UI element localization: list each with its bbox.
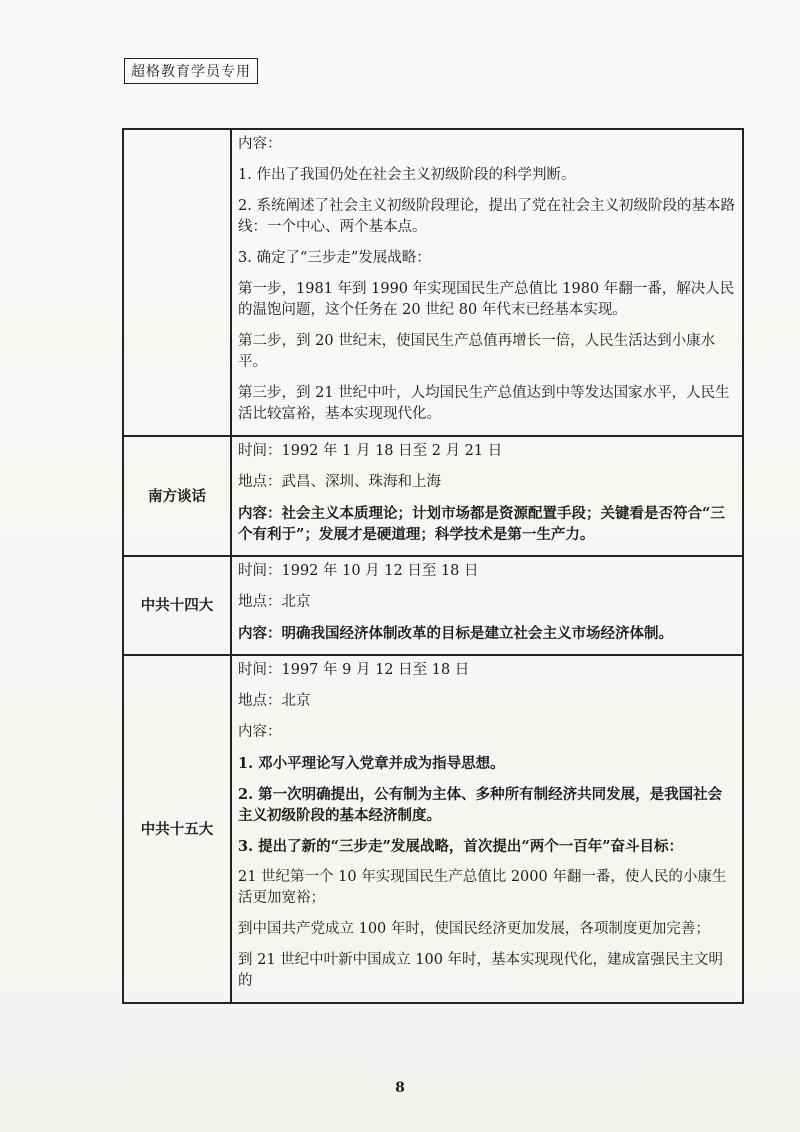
content-line: 到 21 世纪中叶新中国成立 100 年时，基本实现现代化，建成富强民主文明的 — [238, 952, 724, 989]
content-line: 内容：社会主义本质理论；计划市场都是资源配置手段；关键看是否符合“三个有利于”；发展才是硬道理；科学技术是第一生产力。 — [238, 505, 725, 543]
content-line: 时间：1997 年 9 月 12 日至 18 日 — [238, 662, 470, 678]
table-row — [123, 436, 743, 556]
content-line: 第三步，到 21 世纪中叶，人均国民生产总值达到中等发达国家水平，人民生活比较富裕，基本实现现代化。 — [238, 385, 730, 422]
row-content — [231, 655, 743, 1003]
content-line: 内容： — [238, 724, 282, 740]
row-content — [231, 129, 743, 436]
content-line: 3. 提出了新的“三步走”发展战略，首次提出“两个一百年”奋斗目标： — [238, 838, 684, 855]
content-line: 时间：1992 年 1 月 18 日至 2 月 21 日 — [238, 443, 503, 459]
content-line: 1. 作出了我国仍处在社会主义初级阶段的科学判断。 — [238, 167, 576, 183]
content-line: 到中国共产党成立 100 年时，使国民经济更加发展，各项制度更加完善； — [238, 921, 710, 937]
row-content — [231, 556, 743, 655]
content-line: 3. 确定了“三步走”发展战略： — [238, 250, 431, 266]
content-line: 第一步，1981 年到 1990 年实现国民生产总值比 1980 年翻一番，解决人民的温饱问题，这个任务在 20 世纪 80 年代末已经基本实现。 — [238, 281, 735, 318]
content-line: 第二步，到 20 世纪末，使国民生产总值再增长一倍，人民生活达到小康水平。 — [238, 333, 716, 370]
content-table — [122, 128, 744, 1004]
content-line: 地点：北京 — [238, 693, 311, 709]
content-line: 内容：明确我国经济体制改革的目标是建立社会主义市场经济体制。 — [238, 625, 673, 642]
content-line: 地点：北京 — [238, 594, 311, 610]
page-number: 8 — [395, 1080, 405, 1096]
row-label: 南方谈话 — [123, 436, 231, 556]
content-line: 内容： — [238, 136, 282, 152]
content-line: 21 世纪第一个 10 年实现国民生产总值比 2000 年翻一番，使人民的小康生活更加宽裕； — [238, 869, 727, 906]
content-line: 1. 邓小平理论写入党章并成为指导思想。 — [238, 755, 505, 772]
row-content — [231, 436, 743, 556]
row-label: 中共十五大 — [123, 655, 231, 1003]
table-row — [123, 129, 743, 436]
table-row — [123, 556, 743, 655]
row-label: 中共十四大 — [123, 556, 231, 655]
content-line: 地点：武昌、深圳、珠海和上海 — [238, 474, 441, 490]
table-row — [123, 655, 743, 1003]
content-line: 2. 系统阐述了社会主义初级阶段理论，提出了党在社会主义初级阶段的基本路线：一个中心、两个基本点。 — [238, 198, 735, 235]
content-line: 时间：1992 年 10 月 12 日至 18 日 — [238, 563, 479, 579]
content-line: 2. 第一次明确提出，公有制为主体、多种所有制经济共同发展，是我国社会主义初级阶段的基本经济制度。 — [238, 786, 723, 824]
header-stamp: 超格教育学员专用 — [124, 58, 258, 84]
row-label — [123, 129, 231, 436]
